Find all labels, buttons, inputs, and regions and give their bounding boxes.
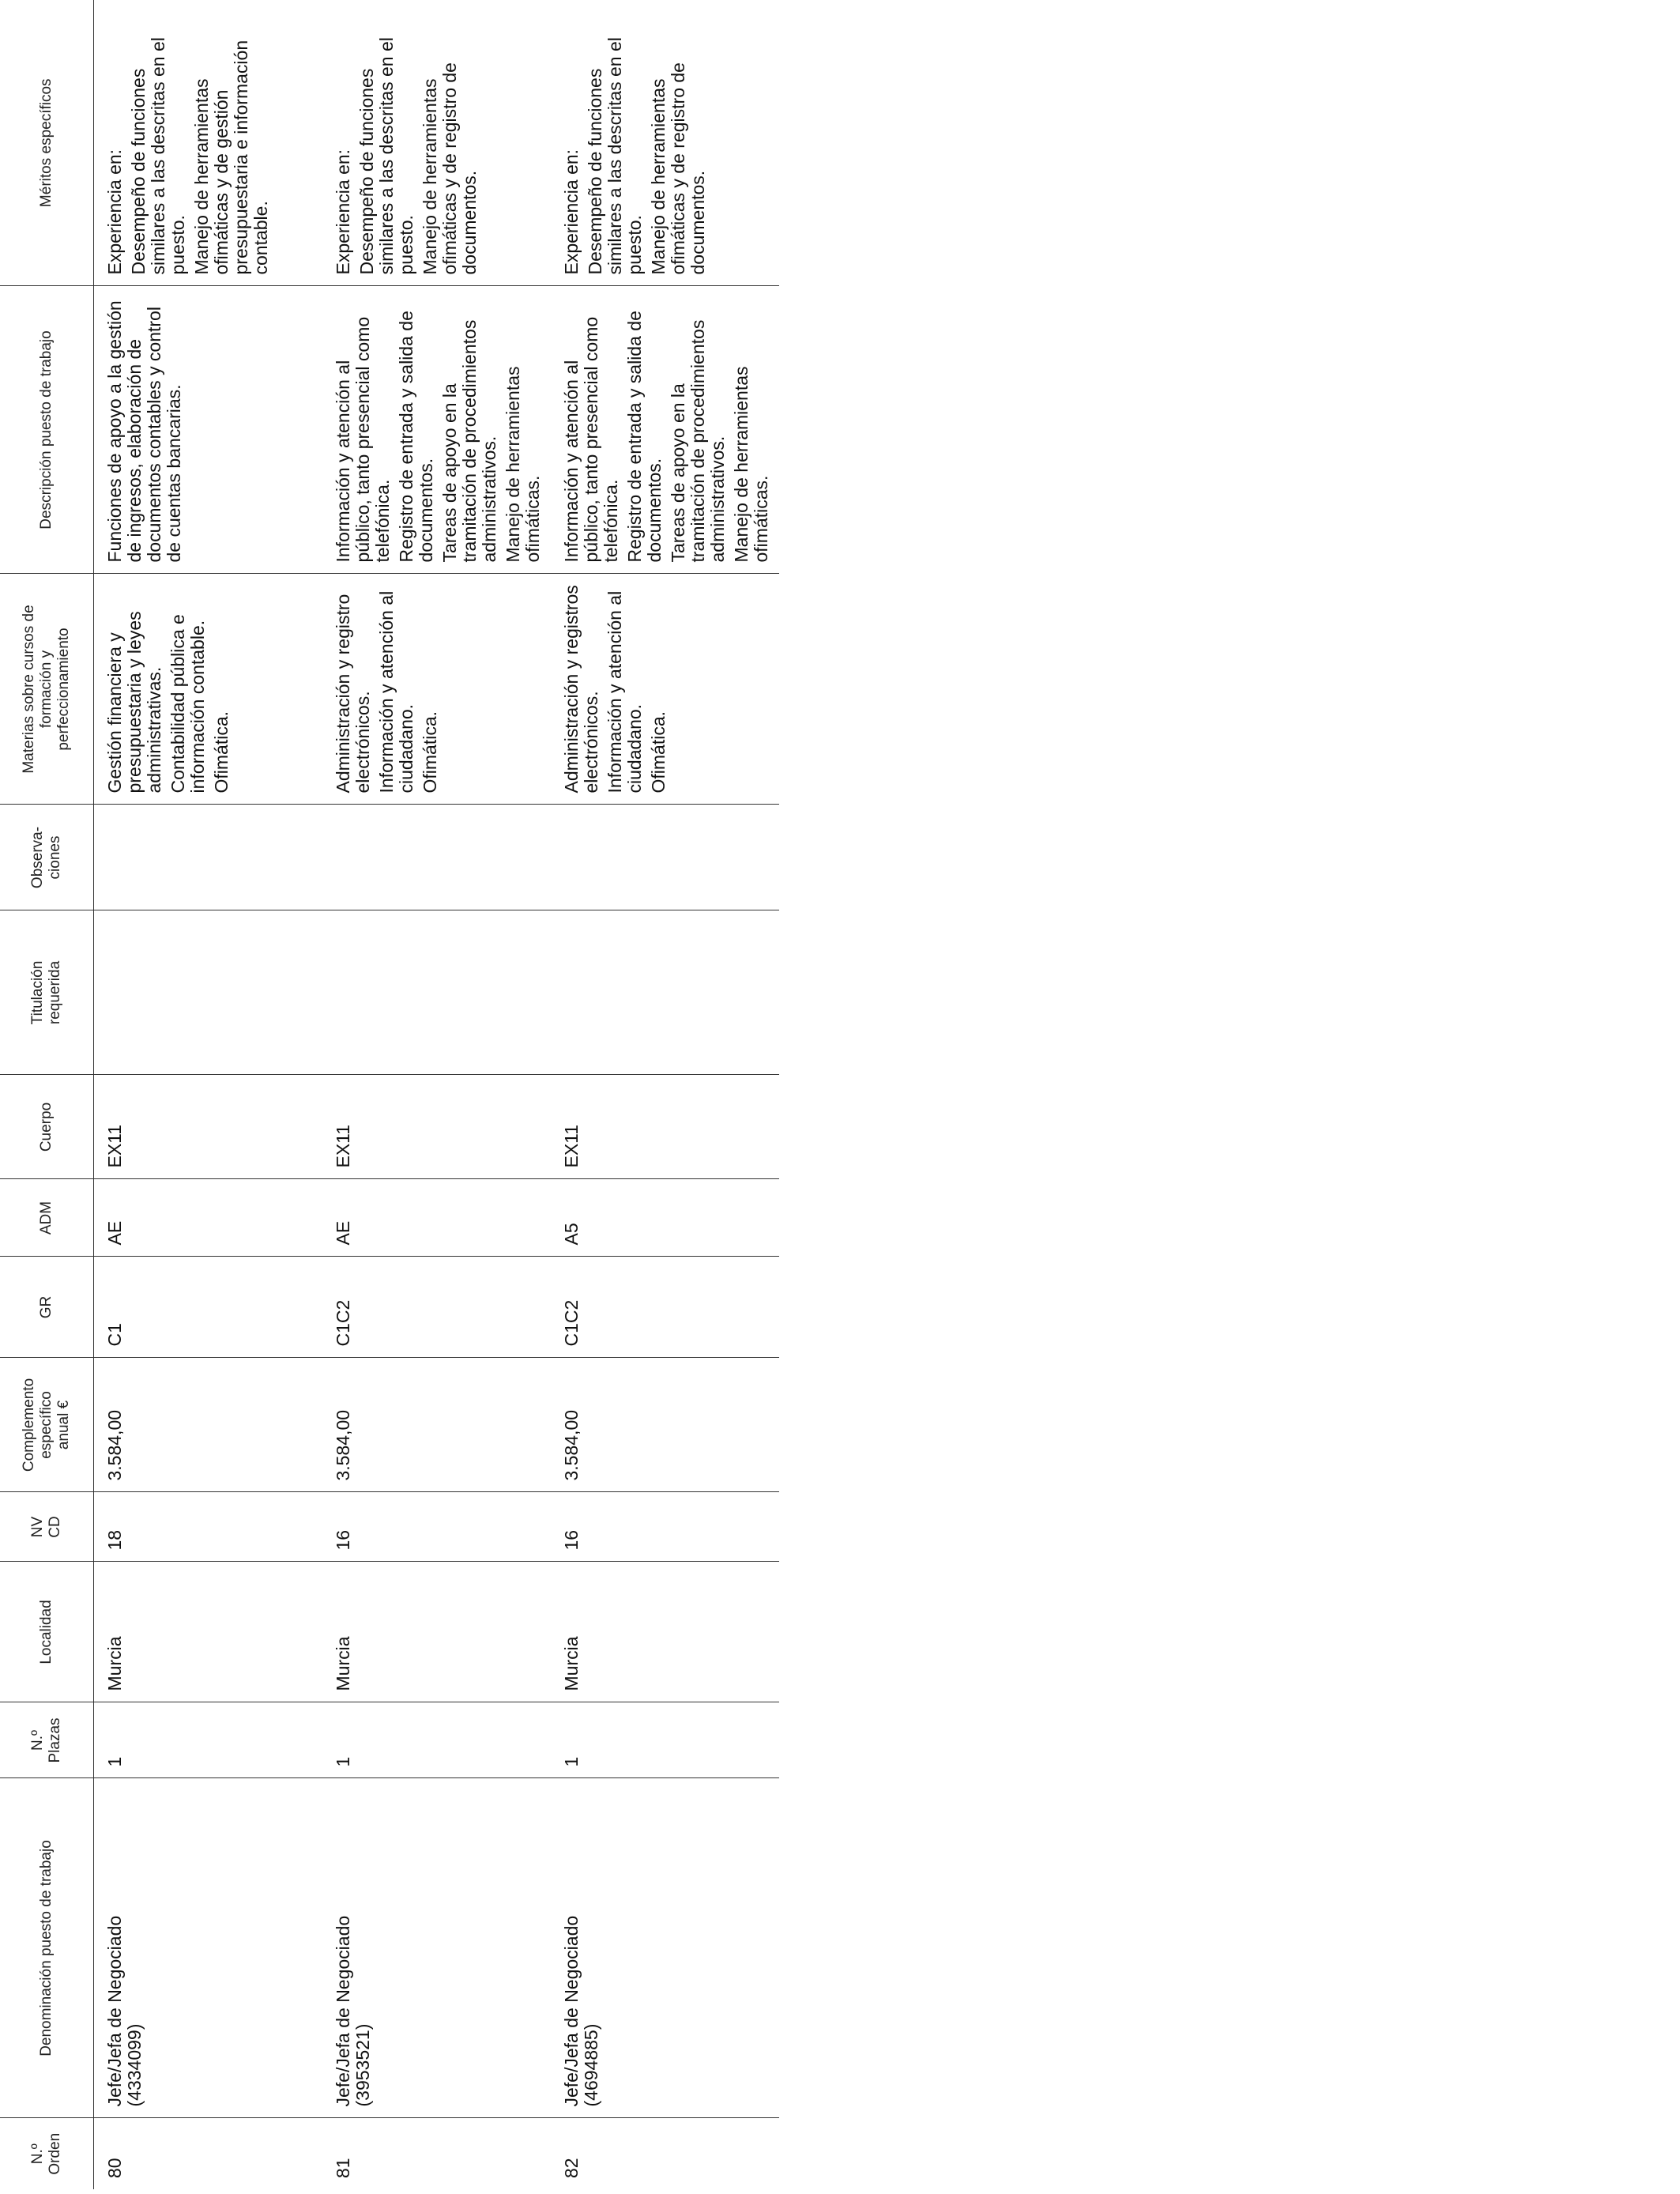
cell-cuerpo: EX11 xyxy=(551,1075,779,1179)
header-orden: N.º Orden xyxy=(0,2118,94,2189)
meritos-item: Experiencia en: xyxy=(104,149,125,275)
descripcion-item: Manejo de herramientas ofimáticas. xyxy=(503,366,543,563)
cell-orden: 81 xyxy=(333,2158,353,2178)
cell-gr: C1C2 xyxy=(322,1257,551,1358)
header-cuerpo: Cuerpo xyxy=(0,1075,94,1179)
cell-meritos xyxy=(322,0,551,286)
header-materias: Materias sobre cursos de formación y perfeccionamiento xyxy=(0,574,94,805)
header-row xyxy=(0,0,94,2189)
positions-table xyxy=(0,0,779,2189)
header-gr: GR xyxy=(0,1257,94,1358)
materias-item: Ofimática. xyxy=(420,711,440,794)
materias-item: Información y atención al ciudadano. xyxy=(605,590,645,794)
cell-complemento: 3.584,00 xyxy=(551,1358,779,1492)
table-body xyxy=(94,0,780,2189)
cell-observaciones xyxy=(551,805,779,910)
materias-item: Contabilidad pública e información contable. xyxy=(168,614,208,794)
cell-orden: 80 xyxy=(104,2158,125,2178)
cell-titulacion xyxy=(551,910,779,1075)
descripcion-item: Funciones de apoyo a la gestión de ingresos, elaboración de documentos contables y control de cuentas bancarias. xyxy=(104,300,184,563)
cell-adm: AE xyxy=(94,1179,323,1257)
descripcion-item: Tareas de apoyo en la tramitación de procedimientos administrativos. xyxy=(668,319,728,563)
cell-gr: C1C2 xyxy=(551,1257,779,1358)
header-descripcion: Descripción puesto de trabajo xyxy=(0,286,94,574)
cell-gr: C1 xyxy=(94,1257,323,1358)
materias-item: Gestión financiera y presupuestaria y leyes administrativas. xyxy=(104,611,164,794)
descripcion-item: Información y atención al público, tanto presencial como telefónica. xyxy=(333,316,393,563)
cell-observaciones xyxy=(94,805,323,910)
cell-cuerpo: EX11 xyxy=(94,1075,323,1179)
meritos-item: Experiencia en: xyxy=(561,149,582,275)
materias-item: Información y atención al ciudadano. xyxy=(376,590,416,794)
cell-observaciones xyxy=(322,805,551,910)
cell-meritos xyxy=(94,0,323,286)
cell-adm: A5 xyxy=(551,1179,779,1257)
cell-plazas: 1 xyxy=(322,1702,551,1778)
cell-denominacion: Jefe/Jefa de Negociado (3953521) xyxy=(322,1778,551,2118)
materias-item: Ofimática. xyxy=(211,711,232,794)
cell-descripcion xyxy=(94,286,323,574)
cell-descripcion xyxy=(322,286,551,574)
cell-materias xyxy=(94,574,323,805)
header-titulacion: Titulación requerida xyxy=(0,910,94,1075)
descripcion-item: Manejo de herramientas ofimáticas. xyxy=(731,366,771,563)
meritos-item: Manejo de herramientas ofimáticas y de gestión presupuestaria e información contable. xyxy=(191,40,271,275)
cell-materias xyxy=(551,574,779,805)
table-row xyxy=(94,0,323,2189)
meritos-item: Manejo de herramientas ofimáticas y de registro de documentos. xyxy=(648,62,708,275)
cell-titulacion xyxy=(94,910,323,1075)
meritos-item: Desempeño de funciones similares a las descritas en el puesto. xyxy=(128,37,188,275)
cell-localidad: Murcia xyxy=(94,1562,323,1702)
cell-plazas: 1 xyxy=(94,1702,323,1778)
cell-meritos xyxy=(551,0,779,286)
cell-nv-cd: 16 xyxy=(322,1492,551,1562)
cell-complemento: 3.584,00 xyxy=(322,1358,551,1492)
header-plazas: N.º Plazas xyxy=(0,1702,94,1778)
descripcion-item: Registro de entrada y salida de documentos. xyxy=(624,311,665,563)
materias-item: Administración y registros electrónicos. xyxy=(561,585,601,794)
table-row xyxy=(551,0,779,2189)
header-adm: ADM xyxy=(0,1179,94,1257)
descripcion-item: Tareas de apoyo en la tramitación de procedimientos administrativos. xyxy=(439,319,499,563)
materias-item: Ofimática. xyxy=(648,711,669,794)
meritos-item: Desempeño de funciones similares a las descritas en el puesto. xyxy=(585,37,645,275)
meritos-item: Experiencia en: xyxy=(333,149,353,275)
cell-cuerpo: EX11 xyxy=(322,1075,551,1179)
cell-orden: 82 xyxy=(561,2158,582,2178)
header-nv-cd: NV CD xyxy=(0,1492,94,1562)
cell-denominacion: Jefe/Jefa de Negociado (4694885) xyxy=(551,1778,779,2118)
cell-nv-cd: 16 xyxy=(551,1492,779,1562)
table-row xyxy=(322,0,551,2189)
cell-complemento: 3.584,00 xyxy=(94,1358,323,1492)
header-complemento: Complemento específico anual € xyxy=(0,1358,94,1492)
cell-plazas: 1 xyxy=(551,1702,779,1778)
cell-materias xyxy=(322,574,551,805)
cell-localidad: Murcia xyxy=(322,1562,551,1702)
descripcion-item: Registro de entrada y salida de documentos. xyxy=(396,311,436,563)
header-denominacion: Denominación puesto de trabajo xyxy=(0,1778,94,2118)
descripcion-item: Información y atención al público, tanto presencial como telefónica. xyxy=(561,316,621,563)
header-localidad: Localidad xyxy=(0,1562,94,1702)
cell-localidad: Murcia xyxy=(551,1562,779,1702)
meritos-item: Desempeño de funciones similares a las descritas en el puesto. xyxy=(356,37,416,275)
header-observaciones: Observa- ciones xyxy=(0,805,94,910)
cell-nv-cd: 18 xyxy=(94,1492,323,1562)
meritos-item: Manejo de herramientas ofimáticas y de registro de documentos. xyxy=(420,62,480,275)
cell-denominacion: Jefe/Jefa de Negociado (4334099) xyxy=(94,1778,323,2118)
cell-descripcion xyxy=(551,286,779,574)
cell-titulacion xyxy=(322,910,551,1075)
header-meritos: Méritos específicos xyxy=(0,0,94,286)
materias-item: Administración y registro electrónicos. xyxy=(333,594,373,794)
cell-adm: AE xyxy=(322,1179,551,1257)
